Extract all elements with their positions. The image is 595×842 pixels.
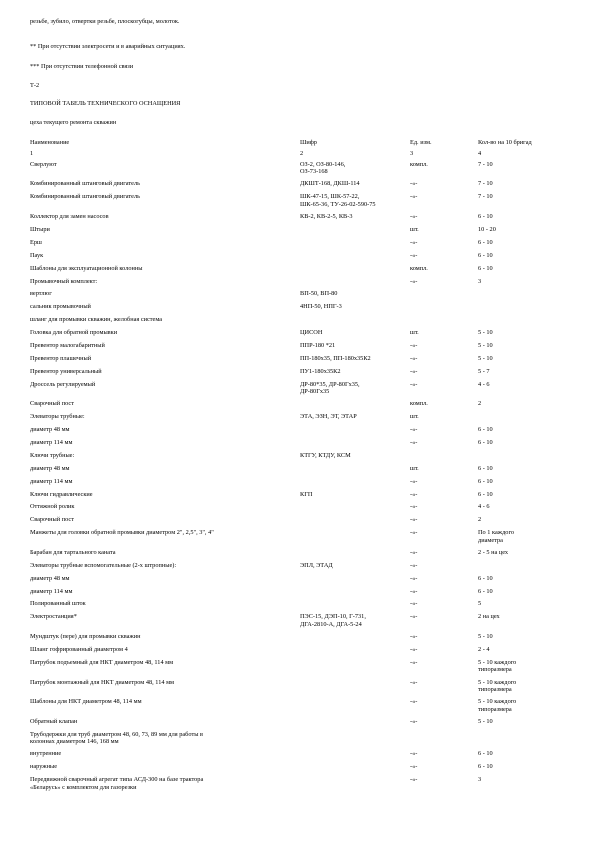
cell-name: Коллектор для замен насосов — [30, 213, 109, 221]
cell-code: КГП — [300, 490, 313, 498]
cell-qty: По 1 каждого диаметра — [478, 529, 515, 544]
cell-code — [300, 646, 410, 654]
cell-qty — [478, 562, 575, 570]
cell-unit: -«- — [410, 717, 418, 725]
table-row — [30, 252, 575, 260]
table-row — [30, 368, 575, 376]
cell-qty: 7 - 10 — [478, 160, 493, 168]
cell-qty: 2 - 5 на цех — [478, 548, 509, 556]
table-row — [30, 413, 575, 421]
cell-code: ППР-180 *21 — [300, 341, 336, 349]
cell-name: Патрубок подъемный для НКТ диаметром 48, 114 мм — [30, 658, 174, 666]
table-row — [30, 491, 575, 499]
cell-name: Патрубок монтажный для НКТ диаметром 48, 114 мм — [30, 678, 175, 686]
cell-code: ОЗ-2, ОЗ-80-146, ОЗ-73-168 — [300, 160, 346, 176]
cell-qty: 6 - 10 — [478, 574, 493, 582]
table-row — [30, 600, 575, 608]
cell-qty: 5 - 10 — [478, 633, 493, 641]
cell-name: диаметр 48 мм — [30, 464, 70, 472]
table-row — [30, 465, 575, 473]
table-row — [30, 529, 575, 544]
intro-footnote-2: ** При отсутствии электросети и в аварийных ситуациях. — [30, 43, 186, 50]
doc-code: Т-2 — [30, 82, 40, 89]
cell-name: Шланг гофрированный диаметром 4 — [30, 645, 128, 653]
cell-unit: -«- — [410, 613, 418, 621]
cell-unit: -«- — [410, 477, 418, 485]
cell-unit: -«- — [410, 367, 418, 375]
cell-name: Элеваторы трубные вспомогательные (2-х штропные): — [30, 561, 177, 569]
cell-unit: шт. — [410, 329, 419, 337]
table-row — [30, 161, 575, 176]
cell-unit: -«- — [410, 354, 418, 362]
cell-qty: 5 - 10 — [478, 717, 493, 725]
table-row — [30, 381, 575, 396]
table-row — [30, 426, 575, 434]
table-row — [30, 549, 575, 557]
cell-unit: -«- — [410, 633, 418, 641]
cell-code — [300, 278, 410, 286]
table-row — [30, 613, 575, 628]
cell-name: Сверлуют — [30, 160, 57, 168]
cell-unit: -«- — [410, 193, 418, 201]
table-header-row — [30, 139, 575, 147]
table-row — [30, 278, 575, 286]
table-row — [30, 303, 575, 311]
cell-unit: -«- — [410, 587, 418, 595]
cell-name: диаметр 48 мм — [30, 574, 70, 582]
doc-title: ТИПОВОЙ ТАБЕЛЬ ТЕХНИЧЕСКОГО ОСНАЩЕНИЯ — [30, 100, 181, 107]
cell-code — [300, 252, 410, 260]
cell-qty: 6 - 10 — [478, 251, 493, 259]
cell-code — [300, 400, 410, 408]
cell-unit: -«- — [410, 548, 418, 556]
cell-name: диаметр 48 мм — [30, 426, 70, 434]
cell-code — [300, 226, 410, 234]
cell-unit — [410, 290, 478, 298]
cell-name: Электростанция* — [30, 613, 77, 621]
cell-qty: 6 - 10 — [478, 464, 493, 472]
cell-unit — [410, 731, 478, 746]
cell-code: ШК-47-15, ШК-57-22, ШК-65-36, ТУ-26-02-590-75 — [300, 193, 376, 208]
table-row — [30, 213, 575, 221]
cell-qty — [478, 731, 575, 746]
cell-unit: -«- — [410, 516, 418, 524]
cell-qty: 5 - 10 каждого типоразмера — [478, 678, 517, 694]
table-number-row — [30, 150, 575, 158]
table-row — [30, 478, 575, 486]
cell-name: Шаблоны для эксплуатационной колонны — [30, 264, 143, 272]
cell-name: Головка для обратной промывки — [30, 329, 118, 337]
cell-qty: 3 — [478, 776, 482, 784]
cell-unit: -«- — [410, 750, 418, 758]
table-row — [30, 290, 575, 298]
cell-name: наружные — [30, 763, 58, 771]
cell-unit: -«- — [410, 658, 418, 666]
cell-qty: 5 - 7 — [478, 367, 490, 375]
cell-code — [300, 659, 410, 674]
intro-footnote-3: *** При отсутствии телефонной связи — [30, 63, 134, 70]
table-row — [30, 439, 575, 447]
cell-qty: 6 - 10 — [478, 438, 493, 446]
col-number-2: 2 — [300, 149, 304, 157]
table-body — [30, 161, 575, 792]
cell-name: Мундштук (пере) для промывки скважин — [30, 633, 141, 641]
cell-code: ЭПЛ, ЭТАД — [300, 561, 333, 569]
cell-qty: 5 - 10 каждого типоразмера — [478, 698, 517, 713]
cell-name: Штыри — [30, 225, 50, 233]
cell-code: ПУ1-180х35К2 — [300, 367, 341, 375]
header-qty: Кол-во на 10 бригад — [478, 139, 532, 146]
cell-qty: 6 - 10 — [478, 426, 493, 434]
cell-code — [300, 516, 410, 524]
cell-name: сальник промывочный — [30, 303, 91, 311]
cell-name: Обратный клапан — [30, 717, 78, 725]
cell-unit: -«- — [410, 574, 418, 582]
cell-name: Сварочный пост — [30, 400, 74, 408]
cell-unit: -«- — [410, 678, 418, 686]
table-row — [30, 316, 575, 324]
cell-name: Превентор малогабаритный — [30, 341, 105, 349]
cell-unit: -«- — [410, 180, 418, 188]
cell-unit: -«- — [410, 490, 418, 498]
table-row — [30, 193, 575, 208]
table-row — [30, 731, 575, 746]
table-row — [30, 659, 575, 674]
cell-code: КТГУ, КТДУ, КСМ — [300, 451, 351, 459]
table-row — [30, 562, 575, 570]
cell-unit: -«- — [410, 341, 418, 349]
cell-code — [300, 600, 410, 608]
table-row — [30, 698, 575, 713]
cell-code — [300, 718, 410, 726]
cell-name: Промывочный комплект: — [30, 277, 98, 285]
cell-code: ПП-180х35, ПП-180х35К2 — [300, 354, 371, 362]
cell-unit: -«- — [410, 529, 418, 537]
cell-qty: 5 - 10 — [478, 354, 493, 362]
cell-qty: 5 - 10 — [478, 329, 493, 337]
cell-unit: шт. — [410, 413, 419, 421]
table-row — [30, 180, 575, 188]
cell-unit: -«- — [410, 277, 418, 285]
table-row — [30, 633, 575, 641]
cell-unit: -«- — [410, 645, 418, 653]
cell-code — [300, 439, 410, 447]
cell-unit: компл. — [410, 160, 428, 168]
cell-qty: 6 - 10 — [478, 477, 493, 485]
doc-subtitle: цеха текущего ремонта скважин — [30, 119, 117, 126]
cell-name: диаметр 114 мм — [30, 477, 73, 485]
table-row — [30, 763, 575, 771]
cell-qty: 2 на цех — [478, 613, 500, 621]
cell-name: Полированный шток — [30, 600, 86, 608]
cell-name: Ключи гидравлические — [30, 490, 93, 498]
cell-qty: 2 - 4 — [478, 645, 490, 653]
cell-unit: -«- — [410, 763, 418, 771]
table-row — [30, 646, 575, 654]
cell-qty: 4 - 6 — [478, 380, 490, 388]
cell-qty: 6 - 10 — [478, 763, 493, 771]
cell-unit: -«- — [410, 600, 418, 608]
cell-unit: -«- — [410, 213, 418, 221]
cell-code — [300, 426, 410, 434]
table-row — [30, 575, 575, 583]
cell-code — [300, 316, 410, 324]
cell-code: ДКШТ-168, ДКШ-114 — [300, 180, 360, 188]
table-row — [30, 516, 575, 524]
cell-code: 4НП-50, НПГ-3 — [300, 303, 342, 311]
table-row — [30, 750, 575, 758]
cell-name: Ерш — [30, 238, 42, 246]
cell-code — [300, 698, 410, 713]
cell-qty: 6 - 10 — [478, 264, 493, 272]
cell-unit: шт. — [410, 464, 419, 472]
cell-qty: 7 - 10 — [478, 193, 493, 201]
cell-name: вертлюг — [30, 290, 52, 298]
cell-name: Комбинированный штанговый двигатель — [30, 180, 140, 188]
cell-name: Сварочный пост — [30, 516, 74, 524]
table-row — [30, 226, 575, 234]
table-row — [30, 355, 575, 363]
table-row — [30, 588, 575, 596]
cell-code: ДР-80*35, ДР-80Гх35, ДР-80Гх35 — [300, 380, 360, 396]
cell-code — [300, 575, 410, 583]
cell-qty: 6 - 10 — [478, 213, 493, 221]
cell-qty — [478, 290, 575, 298]
cell-qty: 5 - 10 каждого типоразмера — [478, 658, 517, 674]
cell-qty — [478, 413, 575, 421]
col-number-4: 4 — [478, 149, 482, 157]
table-row — [30, 452, 575, 460]
cell-name: Превентор универсальный — [30, 367, 102, 375]
cell-unit: -«- — [410, 426, 418, 434]
cell-unit: -«- — [410, 698, 418, 706]
table-row — [30, 239, 575, 247]
cell-code — [300, 750, 410, 758]
table-row — [30, 342, 575, 350]
cell-qty: 3 — [478, 277, 482, 285]
cell-code: ВП-50, ВП-80 — [300, 290, 338, 298]
cell-name: Манжеты для головки обратной промывки диаметром 2", 2,5", 3", 4" — [30, 529, 214, 537]
cell-unit: -«- — [410, 380, 418, 388]
cell-qty: 10 - 20 — [478, 225, 496, 233]
cell-name: Комбинированный штанговый двигатель — [30, 193, 140, 201]
cell-qty: 6 - 10 — [478, 750, 493, 758]
cell-name: Элеваторы трубные: — [30, 413, 85, 421]
cell-name: диаметр 114 мм — [30, 438, 73, 446]
cell-qty: 5 - 10 — [478, 341, 493, 349]
table-row — [30, 679, 575, 694]
cell-name: Шаблоны для НКТ диаметром 48, 114 мм — [30, 698, 142, 706]
cell-code: ЦИСОН — [300, 329, 323, 337]
cell-name: внутренние — [30, 750, 62, 758]
table-row — [30, 265, 575, 273]
cell-qty: 7 - 10 — [478, 180, 493, 188]
intro-line-1: резьбе, зубило, отвертки резьбе, плоскогубцы, молоток. — [30, 18, 180, 25]
cell-unit: -«- — [410, 561, 418, 569]
cell-code: ПЭС-15, ДЭП-10, Г-731, ДГА-2810-А, ДГА-5-24 — [300, 613, 366, 628]
cell-qty: 2 — [478, 400, 482, 408]
header-code: Шифр — [300, 139, 317, 146]
cell-code — [300, 529, 410, 544]
cell-name: диаметр 114 мм — [30, 587, 73, 595]
cell-name: шланг для промывки скважин, желобная система — [30, 316, 163, 324]
cell-unit: компл. — [410, 264, 428, 272]
table-row — [30, 400, 575, 408]
cell-unit: -«- — [410, 238, 418, 246]
cell-qty — [478, 303, 575, 311]
cell-qty: 2 — [478, 516, 482, 524]
table-row — [30, 776, 575, 791]
cell-unit: -«- — [410, 438, 418, 446]
cell-qty: 5 — [478, 600, 482, 608]
cell-code — [300, 503, 410, 511]
cell-unit — [410, 303, 478, 311]
header-name: Наименование — [30, 139, 70, 146]
table-row — [30, 329, 575, 337]
cell-name: Дроссель регулируемый — [30, 380, 96, 388]
cell-code — [300, 763, 410, 771]
cell-code: ЭТА, ЭЗН, ЭТ, ЭТАР — [300, 413, 357, 421]
table-row — [30, 718, 575, 726]
cell-unit: -«- — [410, 251, 418, 259]
cell-name: Барабан для тартального каната — [30, 548, 116, 556]
cell-name: Паук — [30, 251, 44, 259]
cell-qty — [478, 316, 575, 324]
cell-code — [300, 478, 410, 486]
cell-unit — [410, 452, 478, 460]
header-unit: Ед. изм. — [410, 139, 432, 146]
cell-code — [300, 588, 410, 596]
equipment-table — [30, 139, 575, 796]
cell-code — [300, 239, 410, 247]
cell-name: Превентор плашечный — [30, 354, 92, 362]
cell-name: Трубодержки для труб диаметром 48, 60, 73, 89 мм для работы в колоннах диаметром 146, 168 мм — [30, 730, 203, 746]
cell-name: Оттяжной ролик — [30, 503, 75, 511]
cell-code — [300, 679, 410, 694]
cell-code — [300, 265, 410, 273]
cell-code — [300, 776, 410, 791]
col-number-3: 3 — [410, 149, 414, 157]
cell-code: КВ-2, КВ-2-5, КВ-3 — [300, 213, 353, 221]
cell-unit — [410, 316, 478, 324]
cell-code — [300, 465, 410, 473]
cell-qty: 4 - 6 — [478, 503, 490, 511]
cell-unit: -«- — [410, 503, 418, 511]
table-row — [30, 503, 575, 511]
cell-code — [300, 731, 410, 746]
cell-name: Передвижной сварочный агрегат типа АСД-300 на базе трактора «Беларусь» с комплектом для газорезки — [30, 776, 204, 791]
cell-qty: 6 - 10 — [478, 587, 493, 595]
cell-unit: компл. — [410, 400, 428, 408]
cell-code — [300, 549, 410, 557]
cell-name: Ключи трубные: — [30, 451, 75, 459]
col-number-1: 1 — [30, 149, 34, 157]
cell-qty: 6 - 10 — [478, 238, 493, 246]
cell-code — [300, 633, 410, 641]
cell-unit: шт. — [410, 225, 419, 233]
cell-qty — [478, 452, 575, 460]
cell-qty: 6 - 10 — [478, 490, 493, 498]
cell-unit: -«- — [410, 776, 418, 784]
